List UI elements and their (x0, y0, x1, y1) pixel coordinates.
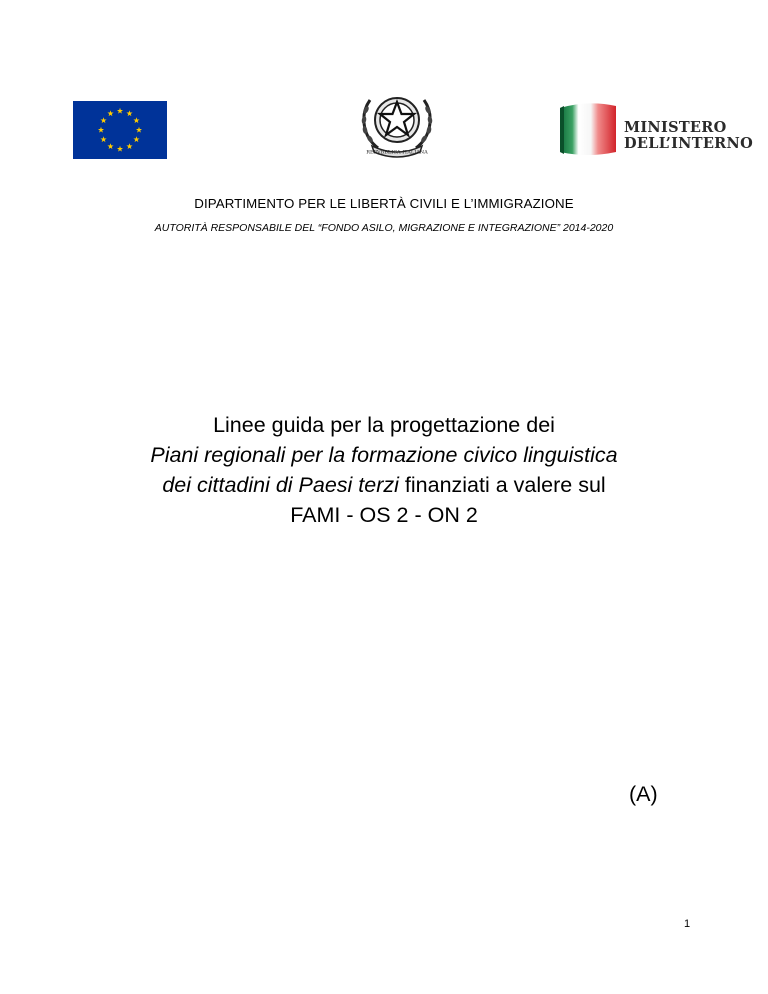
department-heading: DIPARTIMENTO PER LE LIBERTÀ CIVILI E L’IMMIGRAZIONE (194, 196, 574, 211)
authority-subheading: AUTORITÀ RESPONSABILE DEL “FONDO ASILO, MIGRAZIONE E INTEGRAZIONE” 2014-2020 (154, 222, 614, 234)
tricolore-flag-icon (558, 100, 618, 158)
ministero-line2: DELL’INTERNO (624, 135, 754, 152)
title-line-2: Piani regionali per la formazione civico linguistica (150, 443, 618, 467)
title-line-3-rest: finanziati a valere sul (398, 473, 606, 497)
svg-text:REPVBBLICA ITALIANA: REPVBBLICA ITALIANA (366, 149, 428, 156)
title-line-4: FAMI - OS 2 - ON 2 (290, 503, 478, 527)
italian-republic-emblem-icon (356, 82, 438, 158)
eu-flag-icon (73, 101, 167, 159)
page-number: 1 (684, 918, 691, 930)
ministero-interno-logo (558, 100, 754, 158)
title-line-3-italic: dei cittadini di Paesi terzi (162, 473, 399, 497)
document-title (0, 410, 768, 530)
annex-label: (A) (629, 782, 658, 806)
title-line-1: Linee guida per la progettazione dei (213, 413, 555, 437)
ministero-line1: MINISTERO (624, 119, 727, 136)
title-line-3 (0, 470, 768, 500)
